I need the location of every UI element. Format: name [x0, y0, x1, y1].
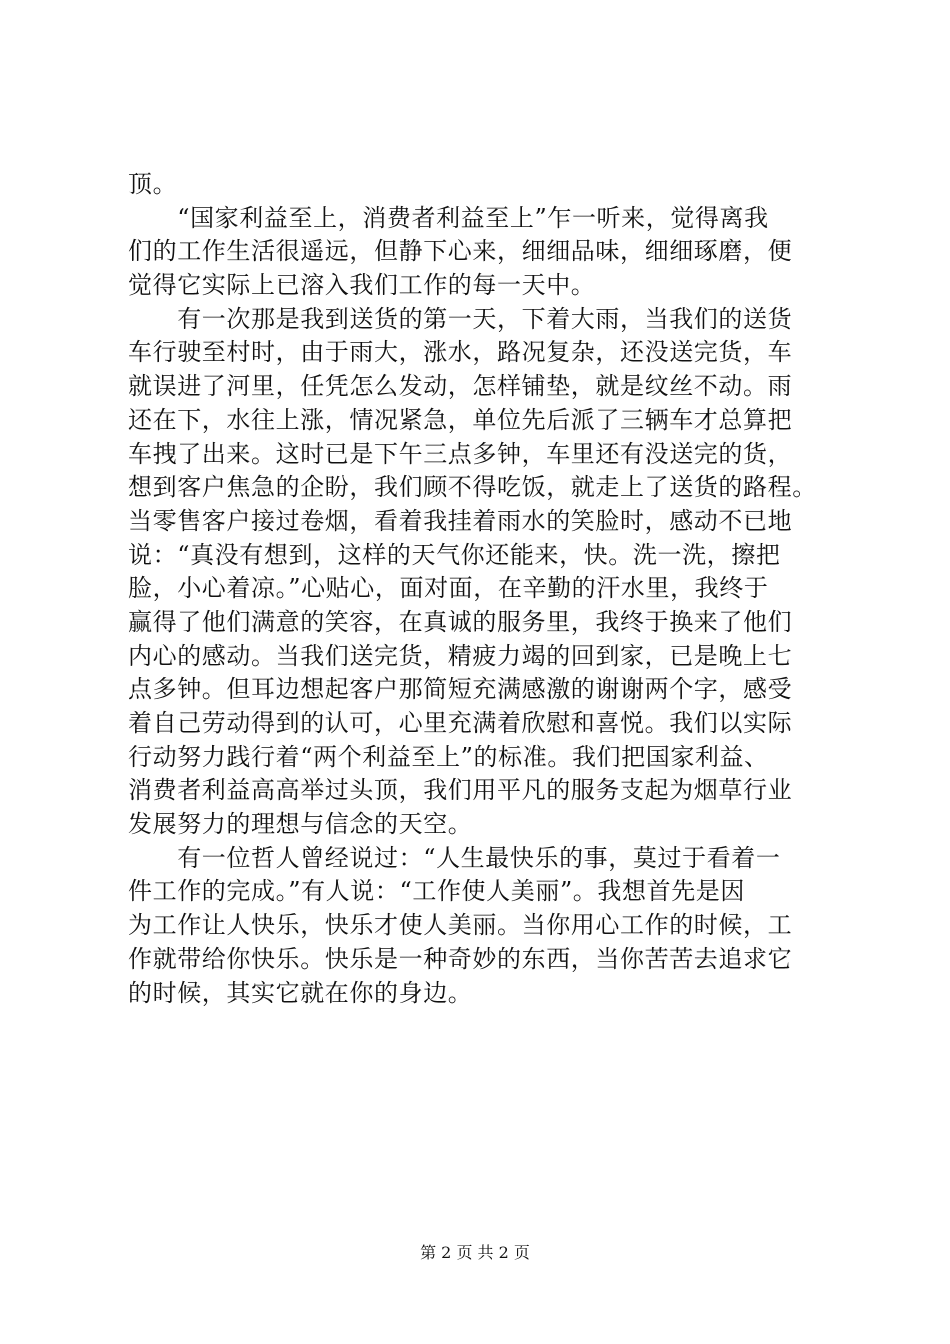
page-number: 第 2 页 共 2 页 [420, 1243, 530, 1262]
text-line: 件工作的完成。”有人说：“工作使人美丽”。我想首先是因 [128, 877, 746, 906]
text-line: 有一位哲人曾经说过：“人生最快乐的事，莫过于看着一 [128, 843, 781, 872]
text-line: 车行驶至村时，由于雨大，涨水，路况复杂，还没送完货，车 [128, 338, 793, 367]
text-line: 消费者利益高高举过头顶，我们用平凡的服务支起为烟草行业 [128, 776, 793, 805]
text-line: 觉得它实际上已溶入我们工作的每一天中。 [128, 271, 596, 300]
text-line: 说：“真没有想到，这样的天气你还能来，快。洗一洗，擦把 [128, 540, 781, 569]
document-body [128, 168, 828, 1010]
text-line: 顶。 [128, 170, 178, 198]
text-line: 们的工作生活很遥远，但静下心来，细细品味，细细琢磨，便 [128, 237, 793, 266]
text-line: 有一次那是我到送货的第一天，下着大雨，当我们的送货 [128, 304, 793, 333]
text-line: 着自己劳动得到的认可，心里充满着欣慰和喜悦。我们以实际 [128, 709, 793, 737]
text-line: 点多钟。但耳边想起客户那简短充满感激的谢谢两个字，感受 [128, 675, 793, 704]
text-line: 为工作让人快乐，快乐才使人美丽。当你用心工作的时候，工 [128, 911, 793, 940]
text-line: 内心的感动。当我们送完货，精疲力竭的回到家，已是晚上七 [128, 641, 793, 670]
text-line: 脸，小心着凉。”心贴心，面对面，在辛勤的汗水里，我终于 [128, 574, 769, 603]
text-line: 作就带给你快乐。快乐是一种奇妙的东西，当你苦苦去追求它 [128, 944, 793, 973]
text-line: 想到客户焦急的企盼，我们顾不得吃饭，就走上了送货的路程。 [128, 473, 817, 502]
page-footer [0, 1242, 950, 1264]
text-line: 当零售客户接过卷烟，看着我挂着雨水的笑脸时，感动不已地 [128, 506, 793, 535]
text-line: 赢得了他们满意的笑容，在真诚的服务里，我终于换来了他们 [128, 607, 793, 636]
text-line: 就误进了河里，任凭怎么发动，怎样铺垫，就是纹丝不动。雨 [128, 372, 793, 401]
text-line: 车拽了出来。这时已是下午三点多钟，车里还有没送完的货， [128, 439, 793, 468]
text-line: “国家利益至上，消费者利益至上”乍一听来，觉得离我 [128, 203, 769, 232]
text-line: 的时候，其实它就在你的身边。 [128, 978, 473, 1007]
text-line: 发展努力的理想与信念的天空。 [128, 810, 473, 839]
text-line: 还在下，水往上涨，情况紧急，单位先后派了三辆车才总算把 [128, 405, 793, 434]
text-line: 行动努力践行着“两个利益至上”的标准。我们把国家利益、 [128, 742, 769, 771]
